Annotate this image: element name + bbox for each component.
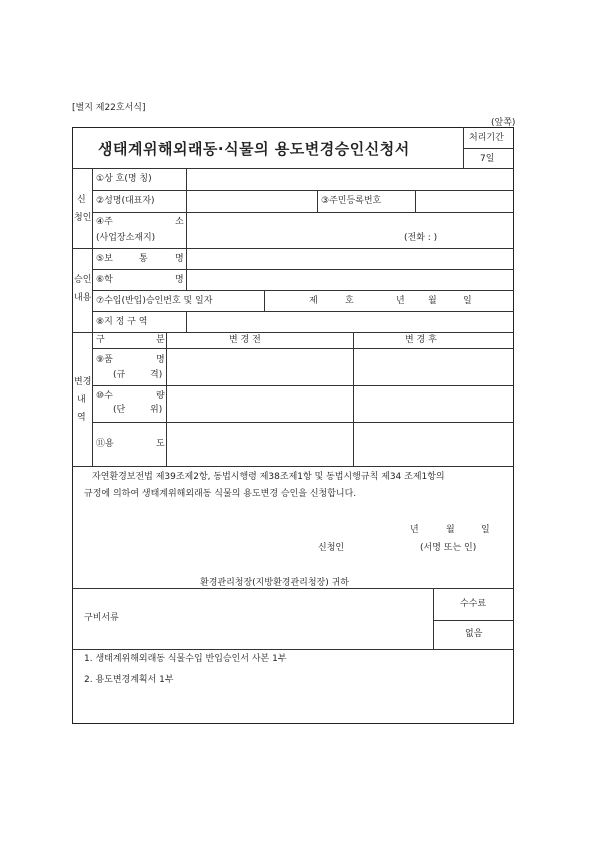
scientific-name-label-2: 명: [175, 275, 184, 285]
spec-label-2: 격): [150, 370, 163, 380]
processing-period-value: 7일: [480, 154, 495, 164]
rule-applicant-bottom: [72, 248, 514, 249]
front-label: (앞쪽): [491, 118, 516, 128]
rule-changes-bottom: [72, 466, 514, 467]
rule-import-value: [264, 290, 265, 311]
usage-label-2: 도: [156, 439, 165, 449]
unit-label: (단: [113, 405, 126, 415]
resident-number-label: ③주민등록번호: [321, 196, 382, 206]
changes-section-label: 변경: [74, 377, 92, 387]
category-header-2: 분: [156, 335, 165, 345]
statement-date-day: 일: [481, 525, 490, 535]
statement-line-2: 규정에 의하여 생태계위해외래동 식물의 용도변경 승인을 신청합니다.: [84, 489, 357, 499]
rule-changes-2: [92, 422, 514, 423]
import-no-suffix: 호: [345, 296, 354, 306]
applicant-section-label: 신: [77, 195, 86, 205]
representative-name-label: ②성명(대표자): [96, 196, 155, 206]
common-name-label-3: 명: [175, 254, 184, 264]
addressee: 환경관리청장(지방환경관리청장) 귀하: [200, 578, 349, 588]
product-name-label-2: 명: [156, 355, 165, 365]
rule-changes-1: [92, 385, 514, 386]
spec-label: (규: [113, 370, 126, 380]
rule-fee: [433, 620, 514, 621]
rule-approval-bottom: [72, 332, 514, 333]
address-label-2: 소: [175, 217, 184, 227]
common-name-label: ⑤보: [96, 254, 113, 264]
business-location-label: (사업장소재지): [96, 233, 156, 243]
statement-date-year: 년: [410, 525, 419, 535]
changes-section-label-3: 역: [77, 413, 86, 423]
rule-title-processing: [463, 127, 464, 168]
unit-label-2: 위): [150, 405, 163, 415]
statement-line-1: 자연환경보전법 제39조제2항, 동법시행령 제38조제1항 및 동법시행규칙 제34 조제1항의: [92, 472, 445, 482]
trade-name-label: ①상 호(명 칭): [96, 174, 152, 184]
usage-label: ⑪용: [96, 439, 114, 449]
approval-section-label: 승인: [74, 275, 92, 285]
import-no-prefix: 제: [309, 296, 318, 306]
rule-changes-category: [166, 332, 167, 466]
applicant-signature-label: 신청인: [318, 543, 345, 553]
rule-area-value: [186, 311, 187, 332]
fee-value: 없음: [465, 629, 483, 639]
designated-area-label: ⑧지 정 구 역: [96, 317, 148, 327]
rule-title-bottom: [72, 168, 514, 169]
before-change-header: 변 경 전: [229, 335, 261, 345]
scientific-name-label: ⑥학: [96, 275, 113, 285]
fee-label: 수수료: [460, 599, 487, 609]
import-date-month: 월: [428, 296, 437, 306]
required-documents-label: 구비서류: [84, 613, 119, 623]
form-number: [별지 제22호서식]: [72, 103, 146, 113]
rule-resident-value: [415, 190, 416, 212]
rule-section-labels: [92, 168, 93, 466]
after-change-header: 변 경 후: [405, 335, 437, 345]
form-title: 생태계위해외래동·식물의 용도변경승인신청서: [98, 140, 410, 158]
applicant-section-label-2: 청인: [74, 213, 92, 223]
rule-applicant-labels: [186, 168, 187, 248]
product-name-label: ⑨품: [96, 355, 113, 365]
rule-documents: [72, 649, 514, 650]
import-date-day: 일: [463, 296, 472, 306]
rule-approval-1: [92, 269, 514, 270]
rule-approval-labels: [186, 248, 187, 290]
changes-section-label-2: 내: [77, 395, 86, 405]
rule-fee-left: [433, 588, 434, 649]
rule-applicant-1: [92, 190, 514, 191]
rule-approval-3: [92, 311, 514, 312]
quantity-label: ⑩수: [96, 391, 113, 401]
processing-period-label: 처리기간: [469, 133, 504, 143]
quantity-label-2: 량: [156, 391, 165, 401]
address-label: ④주: [96, 217, 113, 227]
rule-processing: [463, 148, 514, 149]
document-item-1: 1. 생태계위해외래동 식물수입 반입승인서 사본 1부: [84, 654, 287, 664]
common-name-label-2: 통: [139, 254, 148, 264]
document-item-2: 2. 용도변경계획서 1부: [84, 675, 174, 685]
rule-name-resident: [317, 190, 318, 212]
import-date-year: 년: [396, 296, 405, 306]
rule-changes-before-after: [353, 332, 354, 466]
category-header: 구: [96, 335, 105, 345]
rule-applicant-2: [92, 212, 514, 213]
import-approval-label: ⑦수입(반입)승인번호 및 일자: [96, 296, 213, 306]
phone-field: (전화 : ): [404, 233, 438, 243]
rule-changes-header: [92, 348, 514, 349]
approval-section-label-2: 내용: [74, 293, 92, 303]
application-form: [72, 127, 514, 724]
rule-approval-2: [92, 290, 514, 291]
statement-date-month: 월: [446, 525, 455, 535]
signature-placeholder: (서명 또는 인): [420, 543, 477, 553]
rule-statement-bottom: [72, 588, 514, 589]
